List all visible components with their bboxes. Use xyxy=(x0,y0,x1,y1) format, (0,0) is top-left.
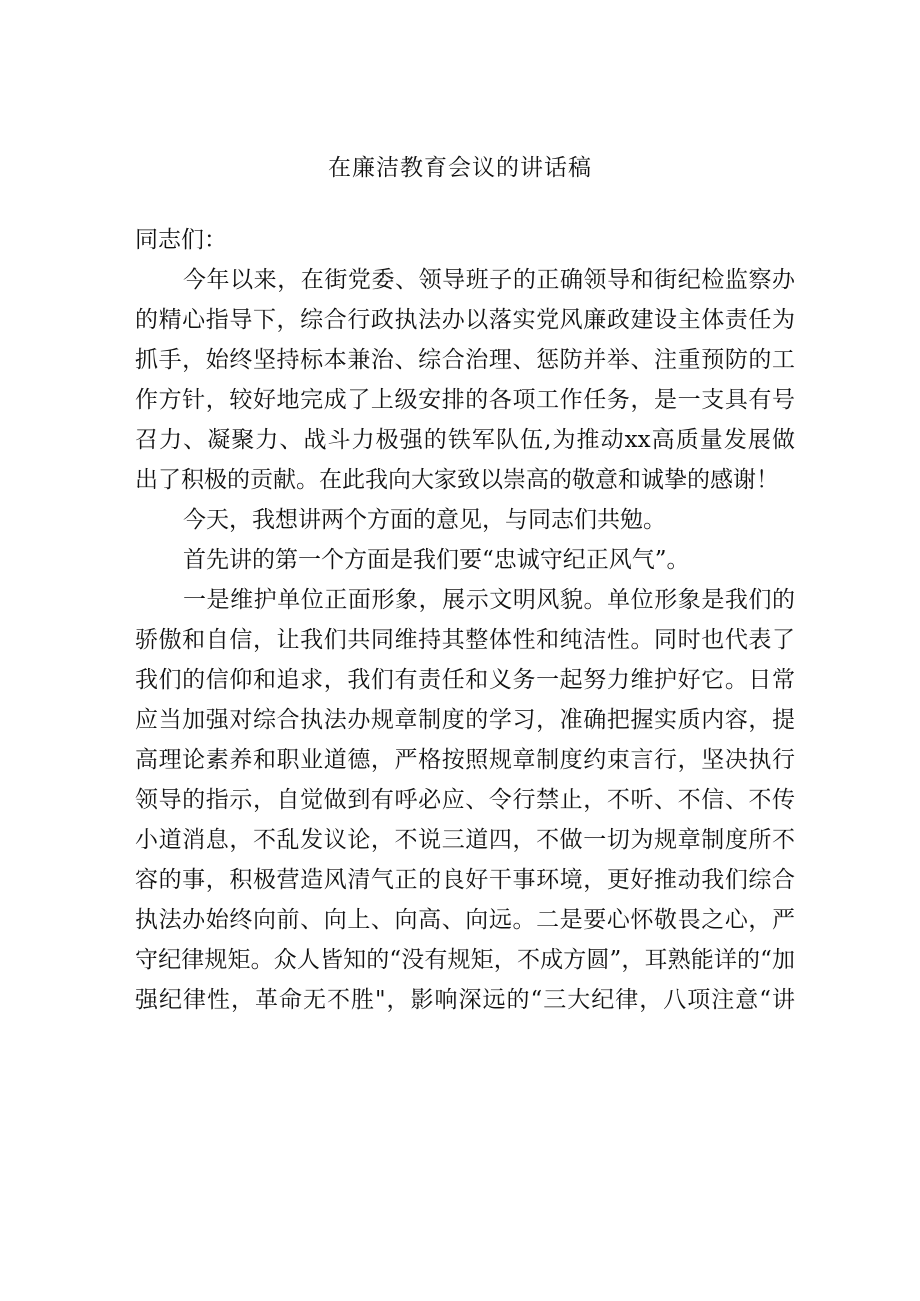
paragraph-line: 应当加强对综合执法办规章制度的学习，准确把握实质内容，提 xyxy=(135,707,795,733)
paragraph-line: 出了积极的贡献。在此我向大家致以崇高的敬意和诚挚的感谢！ xyxy=(135,467,779,493)
paragraph-line: 的精心指导下，综合行政执法办以落实党风廉政建设主体责任为 xyxy=(135,307,795,333)
paragraph-line: 小道消息，不乱发议论，不说三道四，不做一切为规章制度所不 xyxy=(135,827,795,853)
paragraph-line: 一是维护单位正面形象，展示文明风貌。单位形象是我们的 xyxy=(183,587,795,613)
paragraph-line: 容的事，积极营造风清气正的良好干事环境，更好推动我们综合 xyxy=(135,867,795,893)
paragraph-line: 执法办始终向前、向上、向高、向远。二是要心怀敬畏之心，严 xyxy=(135,907,795,933)
paragraph-line: 我们的信仰和追求，我们有责任和义务一起努力维护好它。日常 xyxy=(135,667,795,693)
salutation: 同志们： xyxy=(135,227,227,253)
paragraph-line: 首先讲的第一个方面是我们要“忠诚守纪正风气”。 xyxy=(183,547,690,573)
paragraph-line: 抓手，始终坚持标本兼治、综合治理、惩防并举、注重预防的工 xyxy=(135,347,795,373)
paragraph-line: 作方针，较好地完成了上级安排的各项工作任务，是一支具有号 xyxy=(135,387,795,413)
document-body xyxy=(135,220,795,1020)
document-title: 在廉洁教育会议的讲话稿 xyxy=(328,155,592,181)
paragraph-line: 召力、凝聚力、战斗力极强的铁军队伍,为推动xx高质量发展做 xyxy=(135,427,795,453)
paragraph-line: 今天，我想讲两个方面的意见，与同志们共勉。 xyxy=(183,507,666,533)
paragraph-line: 骄傲和自信，让我们共同维持其整体性和纯洁性。同时也代表了 xyxy=(135,627,795,653)
paragraph-line: 守纪律规矩。众人皆知的“没有规矩，不成方圆”，耳熟能详的“加 xyxy=(135,947,795,973)
paragraph-line: 今年以来，在街党委、领导班子的正确领导和街纪检监察办 xyxy=(183,267,795,293)
paragraph-line: 高理论素养和职业道德，严格按照规章制度约束言行，坚决执行 xyxy=(135,747,795,773)
paragraph-line: 领导的指示，自觉做到有呼必应、令行禁止，不听、不信、不传 xyxy=(135,787,795,813)
paragraph-line: 强纪律性，革命无不胜"，影响深远的“三大纪律，八项注意“讲 xyxy=(135,987,795,1013)
